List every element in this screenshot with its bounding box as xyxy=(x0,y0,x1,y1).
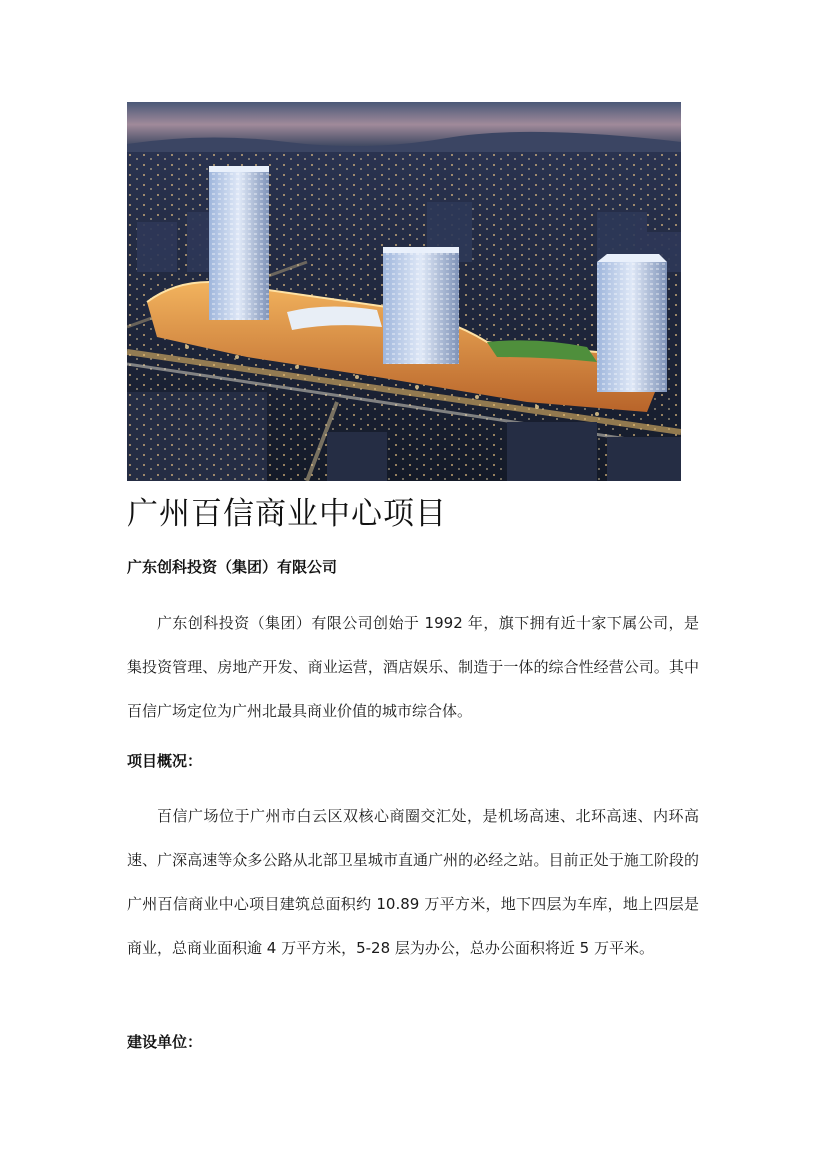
company-name: 广东创科投资（集团）有限公司 xyxy=(127,558,338,576)
builder-heading: 建设单位： xyxy=(127,1033,203,1051)
project-rendering-image xyxy=(127,102,681,481)
intro-paragraph: 广东创科投资（集团）有限公司创始于 1992 年，旗下拥有近十家下属公司，是集投资管理、房地产开发、商业运营，酒店娱乐、制造于一体的综合性经营公司。其中百信广场定位为广州北最具商业价值的城市综合体。 xyxy=(127,614,699,720)
tower-left xyxy=(209,166,269,320)
tower-right xyxy=(597,254,667,392)
tower-middle xyxy=(383,247,459,364)
overview-heading: 项目概况： xyxy=(127,752,203,770)
document-title: 广州百信商业中心项目 xyxy=(127,496,447,532)
overview-paragraph: 百信广场位于广州市白云区双核心商圈交汇处，是机场高速、北环高速、内环高速、广深高速等众多公路从北部卫星城市直通广州的必经之站。目前正处于施工阶段的广州百信商业中心项目建筑总面积约 10.89 万平方米，地下四层为车库，地上四层是商业，总商业面积逾 4 万平方米，5-28 层为办公，总办公面积将近 5 万平米。 xyxy=(127,807,699,957)
